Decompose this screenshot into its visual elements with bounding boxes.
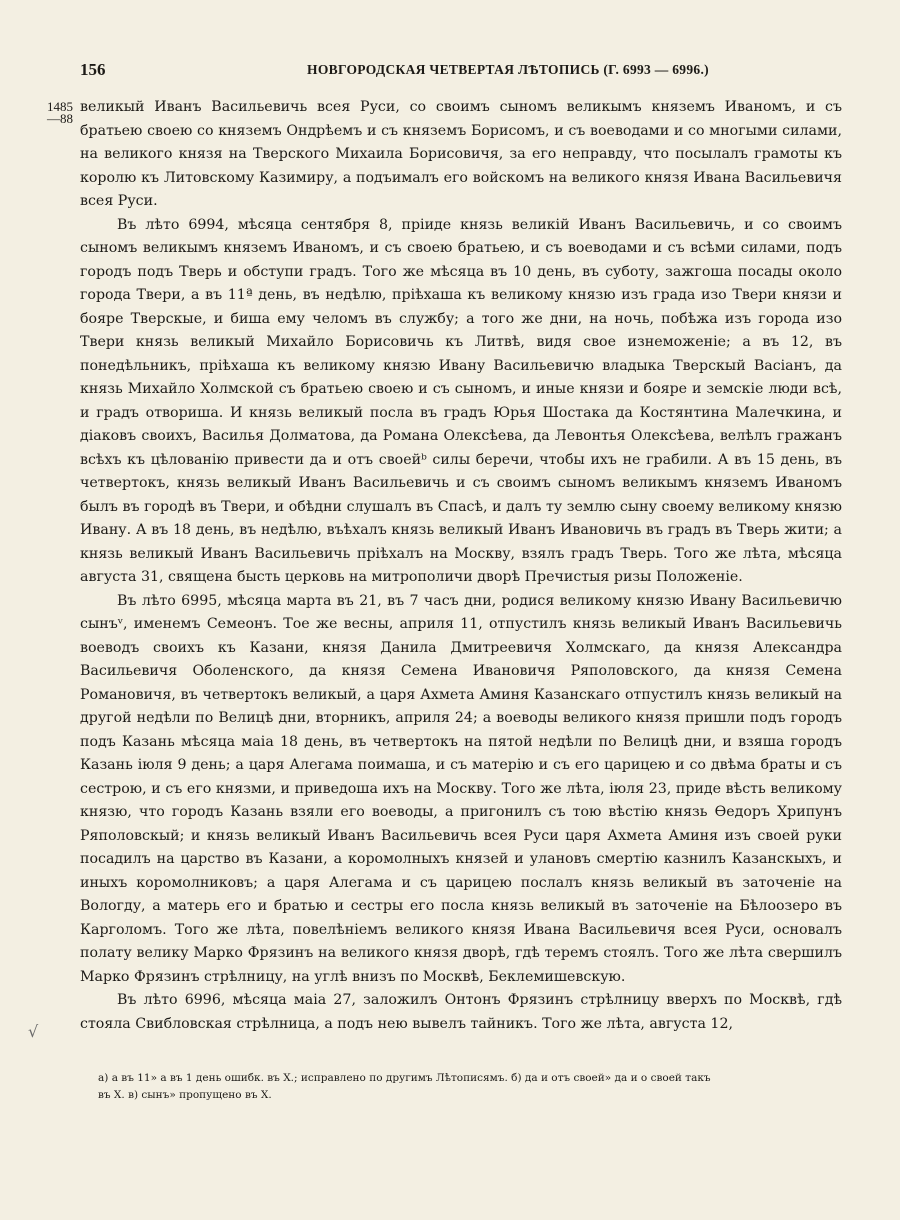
- page-header: [80, 60, 840, 82]
- chronicle-text: [80, 96, 842, 1036]
- paragraph: Въ лѣто 6996, мѣсяца маіа 27, заложилъ Онтонъ Фрязинъ стрѣлницу вверхъ по Москвѣ, гдѣ стояла Свибловская стрѣлница, а подъ нею вывелъ тайникъ. Того же лѣта, августа 12,: [80, 992, 842, 1032]
- margin-year-bottom: —88: [47, 111, 73, 126]
- margin-year-top: 1485: [47, 99, 73, 114]
- paragraph: Въ лѣто 6994, мѣсяца сентября 8, пріиде князь великій Иванъ Васильевичь, и со своимъ сыномъ великымъ княземъ Иваномъ, и съ своею братьею, и съ воеводами и съ всѣми силами, подъ городъ подъ Тверь и обступи градъ. Того же мѣсяца въ 10 день, въ суботу, зажгоша посады около города Твери, а въ 11ª день, въ недѣлю, пріѣхаша къ великому князю изъ града изо Твери князи и бояре Тверскые, и биша ему челомъ въ службу; а того же дни, на ночь, побѣжа изъ города изо Твери князь великый Михайло Борисовичь къ Литвѣ, видя свое изнеможеніе; а въ 12, въ понедѣльникъ, пріѣхаша къ великому князю Ивану Васильевичю владыка Тверскый Васіанъ, да князь Михайло Холмской съ братьею своею и съ сыномъ, и иные князи и бояре и земскіе люди всѣ, и градъ отвориша. И князь великый посла въ градъ Юрья Шостака да Костянтина Малечкина, и діаковъ своихъ, Василья Долматова, да Романа Олексѣева, да Левонтья Олексѣева, велѣлъ гражанъ всѣхъ къ цѣлованію привести да и отъ своейᵇ силы беречи, чтобы ихъ не грабили. А въ 15 день, въ четвертокъ, князь великый Иванъ Васильевичь и съ своимъ сыномъ великымъ княземъ Иваномъ былъ въ городѣ въ Твери, и обѣдни слушалъ въ Спасѣ, и далъ ту землю сыну своему великому князю Ивану. А въ 18 день, въ недѣлю, въѣхалъ князь великый Иванъ Ивановичь въ градъ въ Тверь жити; а князь великый Иванъ Васильевичь пріѣхалъ на Москву, взялъ градъ Тверь. Того же лѣта, мѣсяца августа 31, священа бысть церковь на митрополичи дворѣ Пречистыя ризы Положеніе.: [80, 216, 842, 585]
- paragraph: Въ лѣто 6995, мѣсяца марта въ 21, въ 7 часъ дни, родися великому князю Ивану Васильевичю сынъᵛ, именемъ Семеонъ. Тое же весны, априля 11, отпустилъ князь великый Иванъ Васильевичь воеводъ своихъ къ Казани, князя Данила Дмитреевичя Холмскаго, да князя Александра Васильевичя Оболенского, да князя Семена Ивановичя Ряполовского, да князя Семена Романовичя, въ четвертокъ великый, а царя Ахмета Аминя Казанскаго отпустилъ князь великый на другой недѣли по Велицѣ дни, вторникъ, априля 24; а воеводы великого князя пришли подъ городъ подъ Казань мѣсяца маіа 18 день, въ четвертокъ на пятой недѣли по Велицѣ дни, и взяша городъ Казань іюля 9 день; а царя Алегама поимаша, и съ матерію и съ его царицею и со двѣма браты и съ сестрою, и съ его князми, и приведоша ихъ на Москву. Того же лѣта, іюля 23, приде вѣсть великому князю, что городъ Казань взяли его воеводы, а пригонилъ съ тою вѣстію князь Өедоръ Хрипунъ Ряполовскый; и князь великый Иванъ Васильевичь всея Руси царя Ахмета Аминя изъ своей руки посадилъ на царство въ Казани, а коромолныхъ князей и улановъ смертію казнилъ Казанскыхъ, и иныхъ коромолниковъ; а царя Алегама и съ царицею послалъ князь великый въ заточеніе на Вологду, а матерь его и братью и сестры его посла князь великый въ заточеніе на Бѣлоозеро въ Карголомъ. Того же лѣта, повелѣніемъ великого князя Ивана Васильевичя всея Руси, основалъ полату велику Марко Фрязинъ на великого князя дворѣ, гдѣ теремъ стоялъ. Того же лѣта свершилъ Марко Фрязинъ стрѣлницу, на углѣ внизъ по Москвѣ, Беклемишевскую.: [80, 592, 842, 985]
- footnotes: [80, 1070, 842, 1104]
- page-number: 156: [80, 60, 106, 79]
- paragraph: великый Иванъ Васильевичь всея Руси, со своимъ сыномъ великымъ княземъ Иваномъ, и съ братьею своею со княземъ Ондрѣемъ и съ княземъ Борисомъ, и съ воеводами и со многыми силами, на великого князя на Тверского Михаила Борисовичя, за его неправду, что посылалъ грамоты къ королю къ Литовскому Казимиру, а подъималъ его войскомъ на великого князя Ивана Васильевичя всея Руси.: [80, 99, 842, 209]
- footnote-line: а) а въ 11» а въ 1 день ошибк. въ Х.; исправлено по другимъ Лѣтописямъ. б) да и отъ своей» да и о своей такъ: [98, 1072, 711, 1084]
- pencil-checkmark: √: [28, 1022, 39, 1041]
- footnote-line: въ Х. в) сынъ» пропущено въ Х.: [98, 1089, 272, 1101]
- running-title: НОВГОРОДСКАЯ ЧЕТВЕРТАЯ ЛѢТОПИСЬ (Г. 6993 — 6996.): [307, 62, 709, 77]
